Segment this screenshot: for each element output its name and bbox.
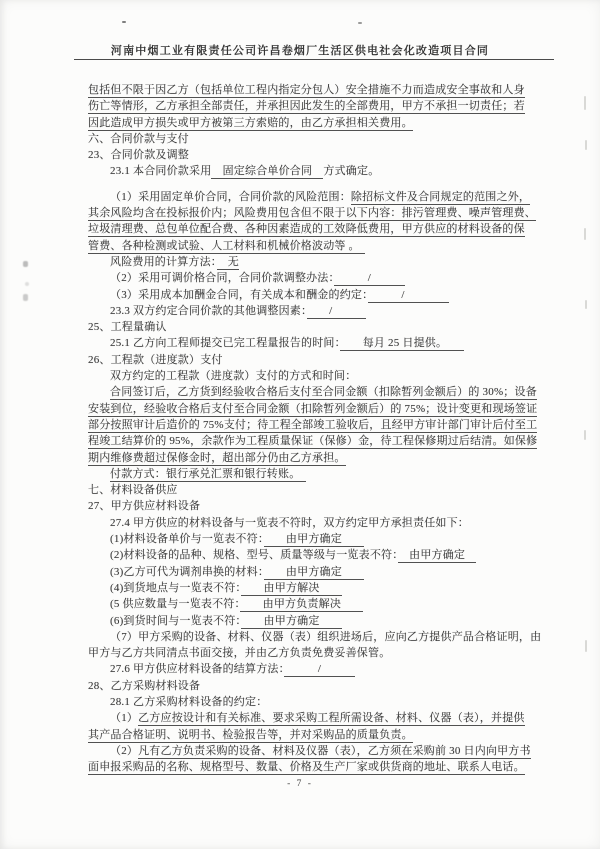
text-segment: (5 供应数量与一览表不符： [110,598,241,611]
underlined-text: 由甲方确定 [263,533,365,546]
text-segment: （2） [110,744,139,757]
underlined-text: 因此造成甲方损失或甲方被第三方索赔的，由乙方承担相关费用。 [88,116,413,129]
underlined-text: 包括但不限于因乙方（包括单位工程内指定分包人）安全措施不力而造成安全事故和人身 [88,84,525,96]
underlined-text: 伤亡等情形，乙方承担全部责任，并承担因此发生的全部费用，甲方不承担一切责任；若 [88,100,525,113]
text-line [88,678,564,694]
text-line [88,613,564,629]
text-segment: (4)到货地点与一览表不符： [110,581,242,594]
text-line [88,82,564,98]
text-segment: （1）采用固定单价合同，合同价款的风险范围： [110,190,351,203]
text-line [88,115,564,131]
text-line [88,564,564,580]
text-line [88,596,564,612]
text-segment: 甲方与乙方共同清点书面交接，并由乙方负责免费妥善保管。 [88,647,391,660]
text-line [88,498,564,514]
underlined-text: 除招标文件及合同规定的范围之外， [350,190,531,203]
text-line [88,147,564,163]
text-line [88,384,564,400]
underlined-text: 安装到位，经验收合格后支付至合同金额（扣除暂列金额后）的 75%；设计变更和现场签证 [88,402,538,415]
underlined-text: 乙方应按设计和有关标准、要求采购工程所需设备、材料、仪器（表），并提供 [138,712,525,725]
underlined-text: 管费、各种检测或试验、人工材料和机械价格波动等 。 [88,239,366,252]
text-segment: 25.1 乙方向工程师提交已完工程量报告的时间： [110,337,341,350]
page-number: - 7 - [287,779,313,789]
text-line [88,189,564,205]
text-line [88,759,564,775]
text-line [88,433,564,449]
text-line [88,163,564,179]
text-line [88,629,564,645]
underlined-text: 由甲方负责解决 [240,598,364,611]
underlined-text: 付款方式：银行承兑汇票和银行转账。 [110,467,307,480]
text-segment: 23、合同价款及调整 [88,149,189,162]
text-line [88,205,564,221]
text-line [88,466,564,482]
document-title: 河南中烟工业有限责任公司许昌卷烟厂生活区供电社会化改造项目合同 [110,45,490,57]
text-segment: 风险费用的计算方法： [110,255,217,268]
text-line [88,450,564,466]
text-line [88,547,564,563]
scan-artifact [585,640,587,652]
scan-artifact [23,261,28,267]
text-line [88,287,564,303]
underlined-text: 部分按照审计后造价的 75%支付；待工程全部竣工验收后，且经甲方审计部门审计后付至工 [88,418,538,431]
underlined-text: 其余风险均含在投标报价内；风险费用包含但不限于以下内容：排污管理费、噪声管理费、 [88,207,536,220]
scan-artifact [584,430,586,440]
underlined-text: 由甲方确定 [263,565,365,578]
text-line [88,661,564,677]
text-line [88,401,564,417]
title-rule [74,59,554,60]
text-line [88,727,564,743]
text-line [88,270,564,286]
text-line [88,303,564,319]
underlined-text: 面申报采购品的名称、规格型号、数量、价格及生产厂家或供货商的地址、联系人电话。 [88,761,525,774]
scan-artifact [585,140,587,150]
text-line [88,98,564,114]
scan-artifact [122,21,126,23]
text-line [88,238,564,254]
text-segment: 26、工程款（进度款）支付 [88,353,223,366]
text-segment: 27.4 甲方供应的材料设备与一览表不符时，双方约定甲方承担责任如下： [110,516,469,529]
text-line [88,515,564,531]
text-segment: （7）甲方采购的设备、材料、仪器（表）组织进场后，应向乙方提供产品合格证明，由 [110,630,542,643]
text-segment: (6)到货时间与一览表不符： [110,614,242,627]
text-segment: （2）采用可调价格合同，合同价款调整办法： [110,272,335,285]
text-segment: 23.1 本合同价款采用 [110,165,212,178]
text-line [88,335,564,351]
text-segment: 28、乙方采购材料设备 [88,679,201,692]
underlined-text: 期内维修费超过保修金时，超出部分仍由乙方承担。 [88,451,346,464]
text-line [88,352,564,368]
underlined-text: 由甲方确定 [397,549,477,562]
scan-artifact [358,22,362,24]
text-line [88,221,564,237]
text-segment: （1） [110,712,139,725]
scan-artifact [23,294,28,301]
underlined-text: 其产品合格证明、说明书、检验报告等，并对采购品的质量负责。 [88,728,413,741]
underlined-text: 每月 25 日提供。 [340,337,465,350]
text-segment: （3）采用成本加酬金合同，有关成本和酬金的约定： [110,288,368,301]
text-line [88,368,564,384]
underlined-text: 固定综合单价合同 [211,165,324,178]
text-segment: 七、材料设备供应 [88,484,178,497]
text-line [88,580,564,596]
underlined-text: / [284,663,355,676]
text-line [88,531,564,547]
document-body [88,82,564,775]
text-segment: 23.3 双方约定合同价款的其他调整因素： [110,304,307,317]
underlined-text: 程竣工结算价的 95%，余款作为工程质量保证（保修）金，待工程保修期过后结清。如保修 [88,435,538,448]
text-segment: 25、工程量确认 [88,321,167,334]
text-line [88,131,564,147]
text-segment: (2)材料设备的品种、规格、型号、质量等级与一览表不符： [110,549,398,562]
text-line [88,645,564,661]
text-segment: (3)乙方可代为调剂串换的材料： [110,565,264,578]
underlined-text: 合同签订后，乙方货到经验收合格后支付至合同金额（扣除暂列金额后）的 30%；设备 [110,386,537,399]
underlined-text: / [367,288,450,301]
underlined-text: / [334,272,405,285]
text-segment: 28.1 乙方采购材料设备的约定： [110,695,268,708]
text-segment: 方式确定。 [323,165,380,178]
underlined-text: 凡有乙方负责采购的设备、材料及仪器（表），乙方须在采购前 30 日内向甲方书 [138,744,531,757]
scan-artifact [585,300,587,309]
text-line [88,482,564,498]
text-line [88,694,564,710]
text-line [88,710,564,726]
text-line [88,417,564,433]
text-segment: 六、合同价款与支付 [88,132,189,145]
text-segment: 27、甲方供应材料设备 [88,500,201,513]
text-segment: 27.6 甲方供应材料设备的结算方法： [110,663,285,676]
scan-artifact [584,96,586,110]
text-line [88,743,564,759]
scan-artifact [584,228,586,240]
underlined-text: 无 [216,255,239,268]
underlined-text: / [306,304,366,317]
text-line [88,254,564,270]
underlined-text: 垃圾清理费、总包单位配合费、各种因素造成的工效降低费用，甲方供应的材料设备的保 [88,223,525,236]
scan-artifact [25,282,29,286]
text-segment: (1)材料设备单价与一览表不符： [110,533,264,546]
text-segment: 双方约定的工程款（进度款）支付的方式和时间： [110,370,357,383]
underlined-text: 由甲方解决 [241,581,342,594]
underlined-text: 由甲方确定 [241,614,342,627]
text-line [88,319,564,335]
